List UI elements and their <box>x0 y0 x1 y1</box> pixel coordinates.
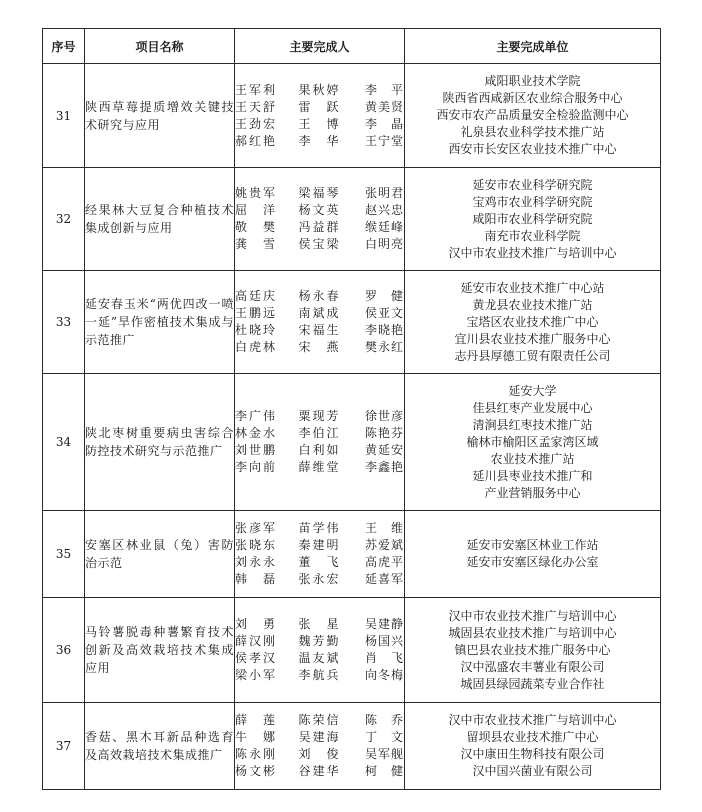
person-name: 林金水 <box>235 426 278 440</box>
people-line <box>235 633 404 650</box>
people-line <box>235 763 404 780</box>
person-name: 张彦军 <box>235 521 278 535</box>
unit-name: 汉中泓盛农丰薯业有限公司 <box>460 659 605 674</box>
person-name: 陈艳芬 <box>364 426 404 440</box>
unit-name: 汉中市农业技术推广与培训中心 <box>448 245 617 260</box>
person-name: 李向前 <box>235 460 278 474</box>
person-name: 吴军舰 <box>364 747 404 761</box>
project-name: 香菇、黑木耳新品种选育及高效栽培技术集成推广 <box>85 730 234 762</box>
people-cell <box>235 703 405 790</box>
unit-name: 汉中市农业技术推广与培训中心 <box>448 713 617 727</box>
row-number: 36 <box>43 598 85 703</box>
person-name: 王 维 <box>364 521 404 535</box>
people-line <box>235 571 404 588</box>
unit-name: 西安市长安区农业技术推广中心 <box>448 142 617 156</box>
person-name: 白明亮 <box>364 237 404 251</box>
person-name: 雷 跃 <box>298 99 341 114</box>
person-name: 李航兵 <box>298 668 341 682</box>
project-name: 延安春玉米“两优四改一喷一延”旱作密植技术集成与示范推广 <box>85 297 234 347</box>
table-row <box>43 374 661 511</box>
people-line <box>235 650 404 667</box>
unit-name: 延安市安塞区林业工作站 <box>466 538 599 552</box>
person-name: 李晓艳 <box>364 323 404 337</box>
person-name: 杜晓玲 <box>235 323 278 337</box>
unit-name: 西安市农产品质量安全检验监测中心 <box>436 108 629 122</box>
unit-name: 宝鸡市农业科学研究院 <box>472 194 593 209</box>
unit-name: 延川县枣业技术推广和 <box>472 468 593 483</box>
person-name: 陈 乔 <box>364 713 404 727</box>
unit-name: 佳县红枣产业发展中心 <box>472 400 593 415</box>
person-name: 张 星 <box>298 617 341 631</box>
unit-name: 南充市农业科学院 <box>484 228 581 243</box>
person-name: 薛 莲 <box>235 713 278 727</box>
row-number: 32 <box>43 168 85 271</box>
person-name: 徐世彦 <box>364 409 404 423</box>
person-name: 丁 文 <box>364 730 404 744</box>
project-name-cell <box>85 64 235 168</box>
unit-name: 延安大学 <box>508 383 557 398</box>
people-line <box>235 408 404 425</box>
unit-name: 黄龙县农业技术推广站 <box>472 297 593 312</box>
row-number: 37 <box>43 703 85 790</box>
people-line <box>235 459 404 476</box>
people-line <box>235 746 404 763</box>
person-name: 姚贵军 <box>235 186 278 200</box>
person-name: 李 平 <box>364 82 404 97</box>
people-line <box>235 236 404 253</box>
person-name: 杨文英 <box>298 203 341 217</box>
people-line <box>235 729 404 746</box>
person-name: 秦建明 <box>298 538 341 552</box>
people-line <box>235 99 404 116</box>
person-name: 白虎林 <box>235 340 278 354</box>
people-line <box>235 554 404 571</box>
people-cell <box>235 511 405 598</box>
person-name: 郝红艳 <box>235 133 278 148</box>
person-name: 谷建华 <box>298 764 341 778</box>
unit-name: 城固县绿园蔬菜专业合作社 <box>460 676 605 691</box>
project-name: 马铃薯脱毒种薯繁育技术创新及高效栽培技术集成应用 <box>85 625 234 675</box>
people-line <box>235 442 404 459</box>
person-name: 王 博 <box>298 116 341 131</box>
person-name: 冯益群 <box>298 220 341 234</box>
person-name: 李 晶 <box>364 116 404 131</box>
person-name: 王宁堂 <box>364 133 404 148</box>
table-header <box>43 29 661 64</box>
person-name: 缑廷峰 <box>364 220 404 234</box>
awards-table <box>42 28 661 790</box>
people-cell <box>235 168 405 271</box>
person-name: 肖 飞 <box>364 651 404 665</box>
people-cell <box>235 271 405 374</box>
person-name: 王天舒 <box>235 99 278 114</box>
project-name: 经果林大豆复合种植技术集成创新与应用 <box>85 203 234 235</box>
units-cell <box>405 703 661 790</box>
people-line <box>235 185 404 202</box>
units-cell <box>405 64 661 168</box>
person-name: 梁小军 <box>235 668 278 682</box>
person-name: 宋福生 <box>298 323 341 337</box>
units-cell <box>405 168 661 271</box>
person-name: 苏爱斌 <box>364 538 404 552</box>
units-cell <box>405 598 661 703</box>
units-cell <box>405 374 661 511</box>
person-name: 李广伟 <box>235 409 278 423</box>
unit-name: 咸阳市农业科学研究院 <box>472 211 593 226</box>
person-name: 粟现芳 <box>298 409 341 423</box>
person-name: 屈 洋 <box>235 203 278 217</box>
header-people: 主要完成人 <box>235 29 405 64</box>
person-name: 高廷庆 <box>235 289 278 303</box>
person-name: 赵兴忠 <box>364 203 404 217</box>
units-cell <box>405 511 661 598</box>
person-name: 侯宝梁 <box>298 237 341 251</box>
person-name: 李 华 <box>298 133 341 148</box>
project-name-cell <box>85 703 235 790</box>
project-name-cell <box>85 168 235 271</box>
person-name: 王劲宏 <box>235 116 278 131</box>
people-line <box>235 339 404 356</box>
person-name: 延喜军 <box>364 572 404 586</box>
people-line <box>235 133 404 150</box>
project-name: 陕北枣树重要病虫害综合防控技术研究与示范推广 <box>85 426 234 458</box>
people-line <box>235 616 404 633</box>
unit-name: 汉中国兴菌业有限公司 <box>472 764 593 778</box>
person-name: 刘世鹏 <box>235 443 278 457</box>
person-name: 吴建海 <box>298 730 341 744</box>
people-cell <box>235 598 405 703</box>
unit-name: 城固县农业技术推广与培训中心 <box>448 625 617 640</box>
person-name: 果秋婷 <box>298 82 341 97</box>
person-name: 柯 健 <box>364 764 404 778</box>
people-line <box>235 322 404 339</box>
people-cell <box>235 374 405 511</box>
person-name: 王鹏远 <box>235 306 278 320</box>
table-row <box>43 271 661 374</box>
people-line <box>235 202 404 219</box>
table-row <box>43 168 661 271</box>
person-name: 罗 健 <box>364 289 404 303</box>
person-name: 张晓东 <box>235 538 278 552</box>
person-name: 樊永红 <box>364 340 404 354</box>
person-name: 侯孝汉 <box>235 651 278 665</box>
person-name: 杨永春 <box>298 289 341 303</box>
unit-name: 延安市农业技术推广中心站 <box>460 280 605 295</box>
table-row <box>43 64 661 168</box>
person-name: 白利如 <box>298 443 341 457</box>
unit-name: 镇巴县农业技术推广服务中心 <box>454 642 611 657</box>
person-name: 向冬梅 <box>364 668 404 682</box>
table-body <box>43 64 661 790</box>
unit-name: 汉中市农业技术推广与培训中心 <box>448 608 617 623</box>
unit-name: 农业技术推广站 <box>490 451 575 466</box>
person-name: 龚 雪 <box>235 237 278 251</box>
unit-name: 礼泉县农业科学技术推广站 <box>460 125 605 139</box>
people-line <box>235 82 404 99</box>
unit-name: 留坝县农业技术推广中心 <box>466 730 599 744</box>
people-line <box>235 712 404 729</box>
person-name: 黄美贤 <box>364 99 404 114</box>
header-no: 序号 <box>43 29 85 64</box>
person-name: 张永宏 <box>298 572 341 586</box>
person-name: 刘 勇 <box>235 617 278 631</box>
person-name: 魏芳勤 <box>298 634 341 648</box>
people-line <box>235 116 404 133</box>
person-name: 陈永刚 <box>235 747 278 761</box>
project-name-cell <box>85 511 235 598</box>
person-name: 薛维堂 <box>298 460 341 474</box>
header-project: 项目名称 <box>85 29 235 64</box>
people-cell <box>235 64 405 168</box>
project-name-cell <box>85 271 235 374</box>
person-name: 王军利 <box>235 82 278 97</box>
people-line <box>235 667 404 684</box>
unit-name: 延安市安塞区绿化办公室 <box>466 555 599 569</box>
person-name: 刘 俊 <box>298 747 341 761</box>
person-name: 南斌成 <box>298 306 341 320</box>
table-row <box>43 703 661 790</box>
people-line <box>235 288 404 305</box>
person-name: 敬 樊 <box>235 220 278 234</box>
unit-name: 宝塔区农业技术推广中心 <box>466 314 599 329</box>
table-row <box>43 598 661 703</box>
project-name-cell <box>85 598 235 703</box>
people-line <box>235 520 404 537</box>
header-units: 主要完成单位 <box>405 29 661 64</box>
person-name: 韩 磊 <box>235 572 278 586</box>
units-cell <box>405 271 661 374</box>
person-name: 高虎平 <box>364 555 404 569</box>
unit-name: 咸阳职业技术学院 <box>484 74 581 88</box>
person-name: 陈荣信 <box>298 713 341 727</box>
person-name: 温友斌 <box>298 651 341 665</box>
person-name: 苗学伟 <box>298 521 341 535</box>
unit-name: 延安市农业科学研究院 <box>472 177 593 192</box>
project-name-cell <box>85 374 235 511</box>
row-number: 31 <box>43 64 85 168</box>
person-name: 吴建静 <box>364 617 404 631</box>
person-name: 侯亚文 <box>364 306 404 320</box>
unit-name: 陕西省西咸新区农业综合服务中心 <box>442 91 623 105</box>
person-name: 董 飞 <box>298 555 341 569</box>
person-name: 宋 燕 <box>298 340 341 354</box>
project-name: 陕西草莓提质增效关键技术研究与应用 <box>85 99 234 132</box>
unit-name: 志丹县厚德工贸有限责任公司 <box>454 348 611 363</box>
table-row <box>43 511 661 598</box>
people-line <box>235 219 404 236</box>
unit-name: 产业营销服务中心 <box>484 485 581 500</box>
project-name: 安塞区林业鼠（兔）害防治示范 <box>85 538 234 570</box>
row-number: 35 <box>43 511 85 598</box>
person-name: 杨文彬 <box>235 764 278 778</box>
person-name: 黄延安 <box>364 443 404 457</box>
person-name: 薛汉刚 <box>235 634 278 648</box>
people-line <box>235 305 404 322</box>
unit-name: 宜川县农业技术推广服务中心 <box>454 331 611 346</box>
person-name: 牛 娜 <box>235 730 278 744</box>
person-name: 刘永永 <box>235 555 278 569</box>
person-name: 梁福琴 <box>298 186 341 200</box>
people-line <box>235 537 404 554</box>
person-name: 李伯江 <box>298 426 341 440</box>
person-name: 杨国兴 <box>364 634 404 648</box>
people-line <box>235 425 404 442</box>
unit-name: 汉中康田生物科技有限公司 <box>460 747 605 761</box>
unit-name: 清涧县红枣技术推广站 <box>472 417 593 432</box>
person-name: 李鑫艳 <box>364 460 404 474</box>
unit-name: 榆林市榆阳区孟家湾区域 <box>466 434 599 449</box>
person-name: 张明君 <box>364 186 404 200</box>
row-number: 33 <box>43 271 85 374</box>
row-number: 34 <box>43 374 85 511</box>
